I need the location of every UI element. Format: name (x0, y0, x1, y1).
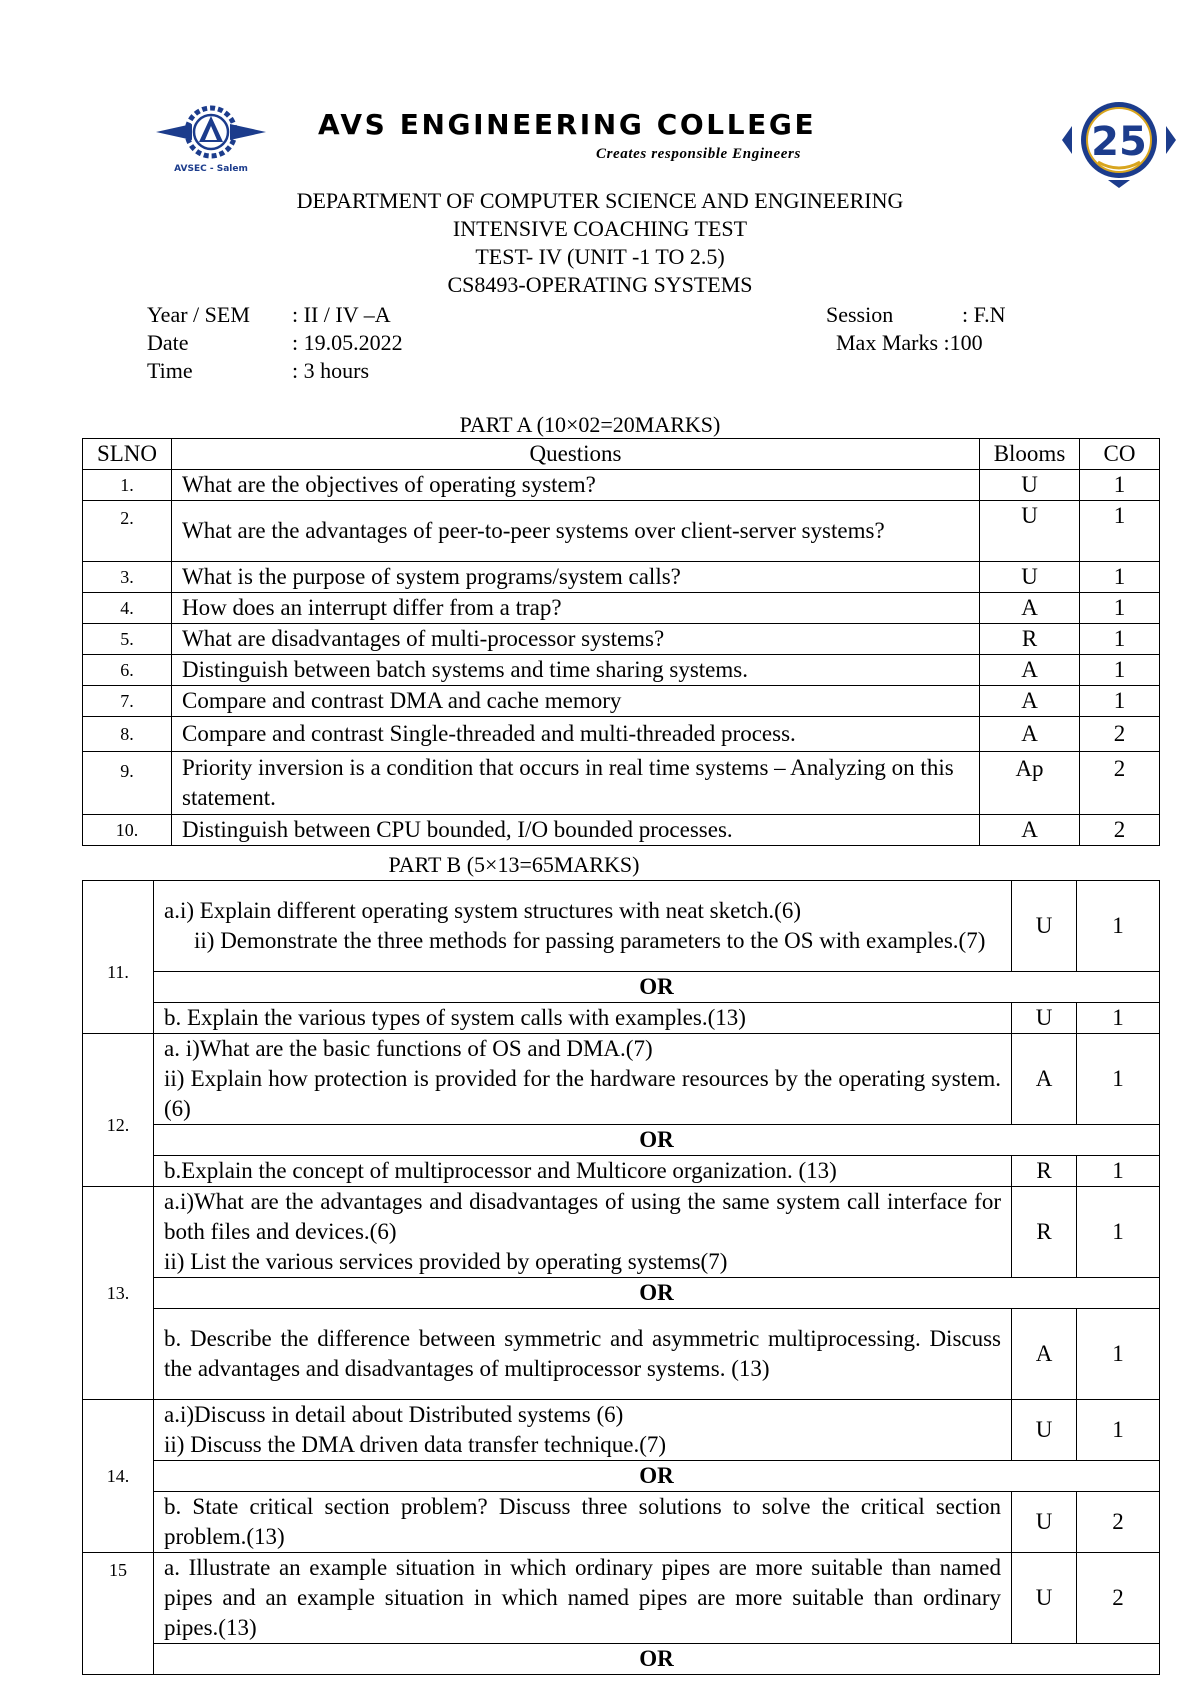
table-row (83, 717, 1160, 752)
part-b-table (82, 880, 1160, 1675)
or-row (83, 1125, 1160, 1156)
question-text (154, 1400, 1012, 1461)
question-part: ii) Discuss the DMA driven data transfer technique.(7) (164, 1432, 667, 1457)
question-text: What are the advantages of peer-to-peer systems over client-server systems? (172, 501, 980, 562)
anniversary-badge-icon (1058, 100, 1180, 190)
co-value: 1 (1077, 1034, 1160, 1125)
blooms-level: A (980, 717, 1080, 752)
co-value: 1 (1080, 593, 1160, 624)
date-value: : 19.05.2022 (292, 330, 403, 355)
question-number: 15 (83, 1553, 154, 1675)
max-marks: Max Marks :100 (836, 330, 983, 355)
question-number: 13. (83, 1187, 154, 1400)
table-row (83, 1400, 1160, 1461)
co-value: 1 (1080, 470, 1160, 501)
co-value: 1 (1080, 562, 1160, 593)
co-value: 1 (1080, 655, 1160, 686)
question-text (154, 1034, 1012, 1125)
co-value: 1 (1080, 686, 1160, 717)
question-number: 14. (83, 1400, 154, 1553)
college-tagline: Creates responsible Engineers (596, 146, 801, 162)
question-number: 12. (83, 1034, 154, 1187)
question-number: 8. (83, 717, 172, 752)
question-number: 1. (83, 470, 172, 501)
table-row (83, 686, 1160, 717)
column-header: Blooms (980, 439, 1080, 470)
question-text: b. Explain the various types of system calls with examples.(13) (154, 1003, 1012, 1034)
question-text: b.Explain the concept of multiprocessor and Multicore organization. (13) (154, 1156, 1012, 1187)
question-text (154, 881, 1012, 972)
date-label: Date (147, 330, 189, 355)
table-row (83, 1003, 1160, 1034)
table-row (83, 1492, 1160, 1553)
question-part: ii) Demonstrate the three methods for passing parameters to the OS with examples.(7) (194, 928, 986, 953)
table-row (83, 881, 1160, 972)
table-row (83, 655, 1160, 686)
table-row (83, 1187, 1160, 1278)
table-row (83, 1309, 1160, 1400)
blooms-level: Ap (980, 752, 1080, 815)
college-name: AVS ENGINEERING COLLEGE (318, 108, 817, 141)
or-label: OR (154, 1644, 1160, 1675)
co-value: 1 (1080, 501, 1160, 562)
question-part: ii) Explain how protection is provided for the hardware resources by the operating system.(6) (164, 1066, 1001, 1121)
department-heading: DEPARTMENT OF COMPUTER SCIENCE AND ENGINEERING (296, 188, 904, 213)
table-row (83, 501, 1160, 562)
blooms-level: U (980, 470, 1080, 501)
table-row (83, 593, 1160, 624)
blooms-level: U (1012, 1400, 1077, 1461)
or-label: OR (154, 1278, 1160, 1309)
session-label: Session (826, 302, 894, 327)
question-part: a.i) Explain different operating system structures with neat sketch.(6) (164, 898, 801, 923)
or-label: OR (154, 972, 1160, 1003)
question-text: What are the objectives of operating system? (172, 470, 980, 501)
question-text: b. Describe the difference between symmetric and asymmetric multiprocessing. Discuss the advantages and disadvantages of multiprocessor systems. (13) (154, 1309, 1012, 1400)
table-row (83, 470, 1160, 501)
question-number: 10. (83, 815, 172, 846)
question-text: Priority inversion is a condition that occurs in real time systems – Analyzing on this statement. (172, 752, 980, 815)
question-text: Compare and contrast Single-threaded and multi-threaded process. (172, 717, 980, 752)
co-value: 2 (1080, 717, 1160, 752)
co-value: 1 (1077, 1156, 1160, 1187)
question-text: What are disadvantages of multi-processor systems? (172, 624, 980, 655)
or-label: OR (154, 1125, 1160, 1156)
question-number: 3. (83, 562, 172, 593)
or-row (83, 1461, 1160, 1492)
or-label: OR (154, 1461, 1160, 1492)
question-number: 9. (83, 752, 172, 815)
question-part: a.i)What are the advantages and disadvantages of using the same system call interface for both files and devices.(6) (164, 1189, 1001, 1244)
question-part: a. i)What are the basic functions of OS and DMA.(7) (164, 1036, 653, 1061)
blooms-level: A (1012, 1034, 1077, 1125)
table-row (83, 1156, 1160, 1187)
part-a-title: PART A (10×02=20MARKS) (459, 412, 721, 437)
anniversary-number: 25 (1091, 119, 1147, 165)
blooms-level: A (980, 815, 1080, 846)
question-text: How does an interrupt differ from a trap? (172, 593, 980, 624)
or-row (83, 972, 1160, 1003)
question-part: a.i)Discuss in detail about Distributed systems (6) (164, 1402, 624, 1427)
year-label: Year / SEM (147, 302, 250, 327)
question-text: Distinguish between batch systems and time sharing systems. (172, 655, 980, 686)
blooms-level: A (980, 655, 1080, 686)
co-value: 1 (1077, 1400, 1160, 1461)
session-value: : F.N (962, 302, 1006, 327)
column-header: Questions (172, 439, 980, 470)
year-value: : II / IV –A (292, 302, 391, 327)
question-number: 6. (83, 655, 172, 686)
question-number: 2. (83, 501, 172, 562)
co-value: 1 (1080, 624, 1160, 655)
blooms-level: R (1012, 1156, 1077, 1187)
co-value: 1 (1077, 881, 1160, 972)
table-header-row (83, 439, 1160, 470)
blooms-level: A (980, 593, 1080, 624)
part-b-title: PART B (5×13=65MARKS) (388, 852, 640, 877)
or-row (83, 1644, 1160, 1675)
co-value: 1 (1077, 1187, 1160, 1278)
time-value: : 3 hours (292, 358, 369, 383)
question-number: 7. (83, 686, 172, 717)
question-text: a. Illustrate an example situation in which ordinary pipes are more suitable than named pipes and an example situation in which named pipes are more suitable than ordinary pipes.(13) (154, 1553, 1012, 1644)
question-number: 11. (83, 881, 154, 1034)
blooms-level: A (980, 686, 1080, 717)
course-heading: CS8493-OPERATING SYSTEMS (447, 272, 753, 297)
blooms-level: U (1012, 1003, 1077, 1034)
question-number: 4. (83, 593, 172, 624)
table-row (83, 624, 1160, 655)
college-logo (148, 102, 274, 174)
column-header: SLNO (83, 439, 172, 470)
blooms-level: R (1012, 1187, 1077, 1278)
or-row (83, 1278, 1160, 1309)
question-text (154, 1187, 1012, 1278)
table-row (83, 1034, 1160, 1125)
blooms-level: R (980, 624, 1080, 655)
co-value: 2 (1080, 815, 1160, 846)
table-row (83, 1553, 1160, 1644)
blooms-level: U (1012, 881, 1077, 972)
table-row (83, 752, 1160, 815)
gear-logo-icon (148, 102, 274, 174)
test-number-heading: TEST- IV (UNIT -1 TO 2.5) (475, 244, 725, 269)
blooms-level: U (980, 562, 1080, 593)
co-value: 2 (1080, 752, 1160, 815)
co-value: 2 (1077, 1553, 1160, 1644)
co-value: 1 (1077, 1003, 1160, 1034)
blooms-level: U (1012, 1492, 1077, 1553)
anniversary-logo (1058, 100, 1180, 190)
question-part: ii) List the various services provided by operating systems(7) (164, 1249, 728, 1274)
time-label: Time (147, 358, 193, 383)
question-number: 5. (83, 624, 172, 655)
column-header: CO (1080, 439, 1160, 470)
svg-text:AVSEC - Salem: AVSEC - Salem (174, 164, 248, 174)
test-name-heading: INTENSIVE COACHING TEST (452, 216, 748, 241)
blooms-level: U (980, 501, 1080, 562)
table-row (83, 815, 1160, 846)
question-text: Distinguish between CPU bounded, I/O bounded processes. (172, 815, 980, 846)
co-value: 2 (1077, 1492, 1160, 1553)
part-a-table (82, 438, 1160, 846)
blooms-level: U (1012, 1553, 1077, 1644)
question-text: Compare and contrast DMA and cache memory (172, 686, 980, 717)
question-text: b. State critical section problem? Discuss three solutions to solve the critical section problem.(13) (154, 1492, 1012, 1553)
blooms-level: A (1012, 1309, 1077, 1400)
question-text: What is the purpose of system programs/system calls? (172, 562, 980, 593)
table-row (83, 562, 1160, 593)
co-value: 1 (1077, 1309, 1160, 1400)
